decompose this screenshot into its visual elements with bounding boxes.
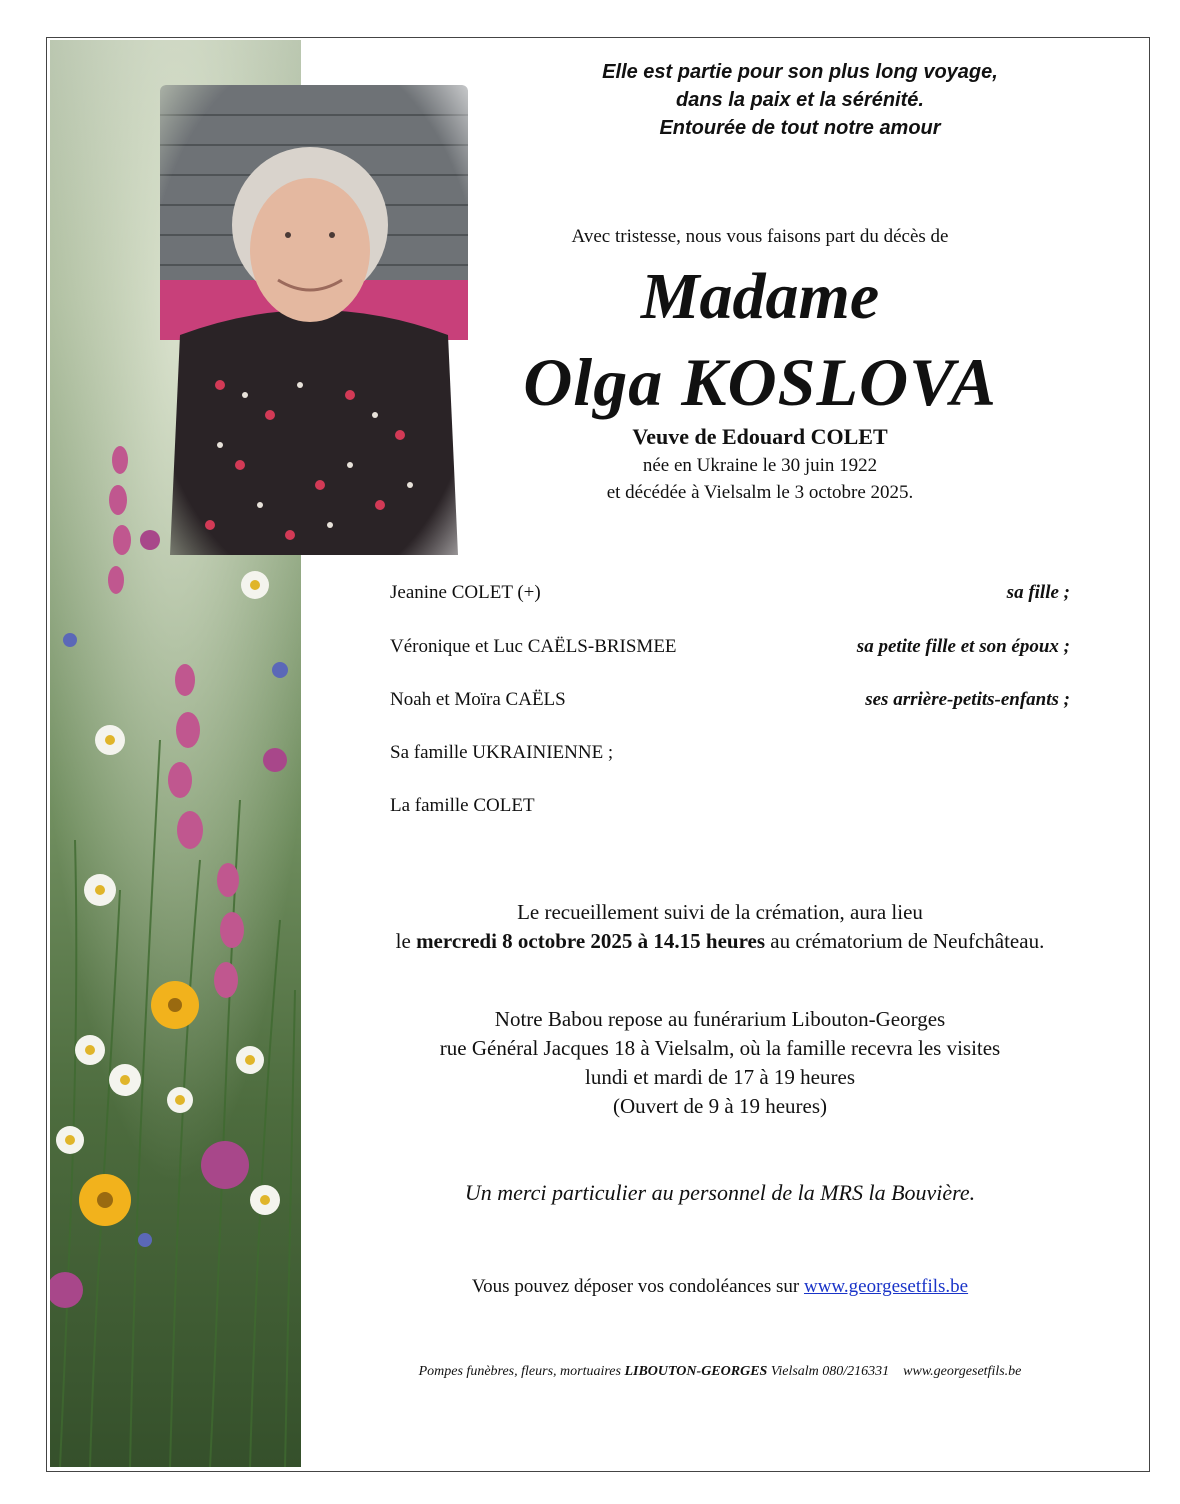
family-row [390, 582, 1070, 608]
condolences-note [310, 1276, 1130, 1298]
quote-line-2: dans la paix et la sérénité. [676, 89, 924, 111]
death-info: et décédée à Vielsalm le 3 octobre 2025. [606, 482, 914, 503]
family-relation: sa petite fille et son époux ; [856, 636, 1070, 657]
footer-contact: Vielsalm 080/216331 www.georgesetfils.be [767, 1364, 1022, 1379]
family-member-name: Sa famille UKRAINIENNE ; [390, 742, 614, 763]
ceremony-prefix: le [395, 929, 417, 953]
ceremony-datetime: mercredi 8 octobre 2025 à 14.15 heures [416, 929, 766, 953]
family-member-name: Véronique et Luc CAËLS-BRISMEE [390, 636, 677, 657]
footer-prefix: Pompes funèbres, fleurs, mortuaires [418, 1364, 625, 1379]
family-row [390, 742, 1070, 768]
family-relation: ses arrière-petits-enfants ; [865, 689, 1070, 710]
portrait-illustration [160, 85, 468, 555]
visitation-line-3: lundi et mardi de 17 à 19 heures [584, 1065, 855, 1089]
ceremony-line-1: Le recueillement suivi de la crémation, aura lieu [517, 900, 923, 924]
ceremony-location: au crématorium de Neufchâteau. [765, 929, 1045, 953]
announcement-intro: Avec tristesse, nous vous faisons part du décès de [571, 226, 949, 247]
family-row [390, 795, 1070, 821]
footer-company: LIBOUTON-GEORGES [624, 1364, 768, 1379]
memorial-quote [500, 58, 1100, 142]
condolences-link[interactable]: www.georgesetfils.be [803, 1276, 969, 1297]
visitation-line-2: rue Général Jacques 18 à Vielsalm, où la famille recevra les visites [439, 1036, 1001, 1060]
quote-line-3: Entourée de tout notre amour [659, 117, 941, 139]
visitation-info [310, 1005, 1130, 1121]
deceased-name: Olga KOSLOVA [523, 344, 997, 420]
deceased-title: Madame [640, 260, 880, 333]
family-relation: sa fille ; [1006, 582, 1070, 603]
quote-line-1: Elle est partie pour son plus long voyage, [602, 61, 998, 83]
condolences-text: Vous pouvez déposer vos condoléances sur [471, 1276, 804, 1297]
thanks-note: Un merci particulier au personnel de la MRS la Bouvière. [464, 1180, 976, 1205]
family-row [390, 636, 1070, 662]
widow-of: Veuve de Edouard COLET [632, 424, 888, 449]
portrait-photo [160, 85, 468, 555]
ceremony-info [310, 898, 1130, 956]
birth-info: née en Ukraine le 30 juin 1922 [642, 455, 878, 476]
family-member-name: Jeanine COLET (+) [390, 582, 541, 603]
visitation-line-1: Notre Babou repose au funérarium Libouton-Georges [494, 1007, 946, 1031]
family-member-name: La famille COLET [390, 795, 535, 816]
visitation-line-4: (Ouvert de 9 à 19 heures) [613, 1094, 827, 1118]
ceremony-line-2 [310, 927, 1130, 956]
family-row [390, 689, 1070, 715]
family-member-name: Noah et Moïra CAËLS [390, 689, 566, 710]
funeral-home-footer [310, 1364, 1130, 1380]
